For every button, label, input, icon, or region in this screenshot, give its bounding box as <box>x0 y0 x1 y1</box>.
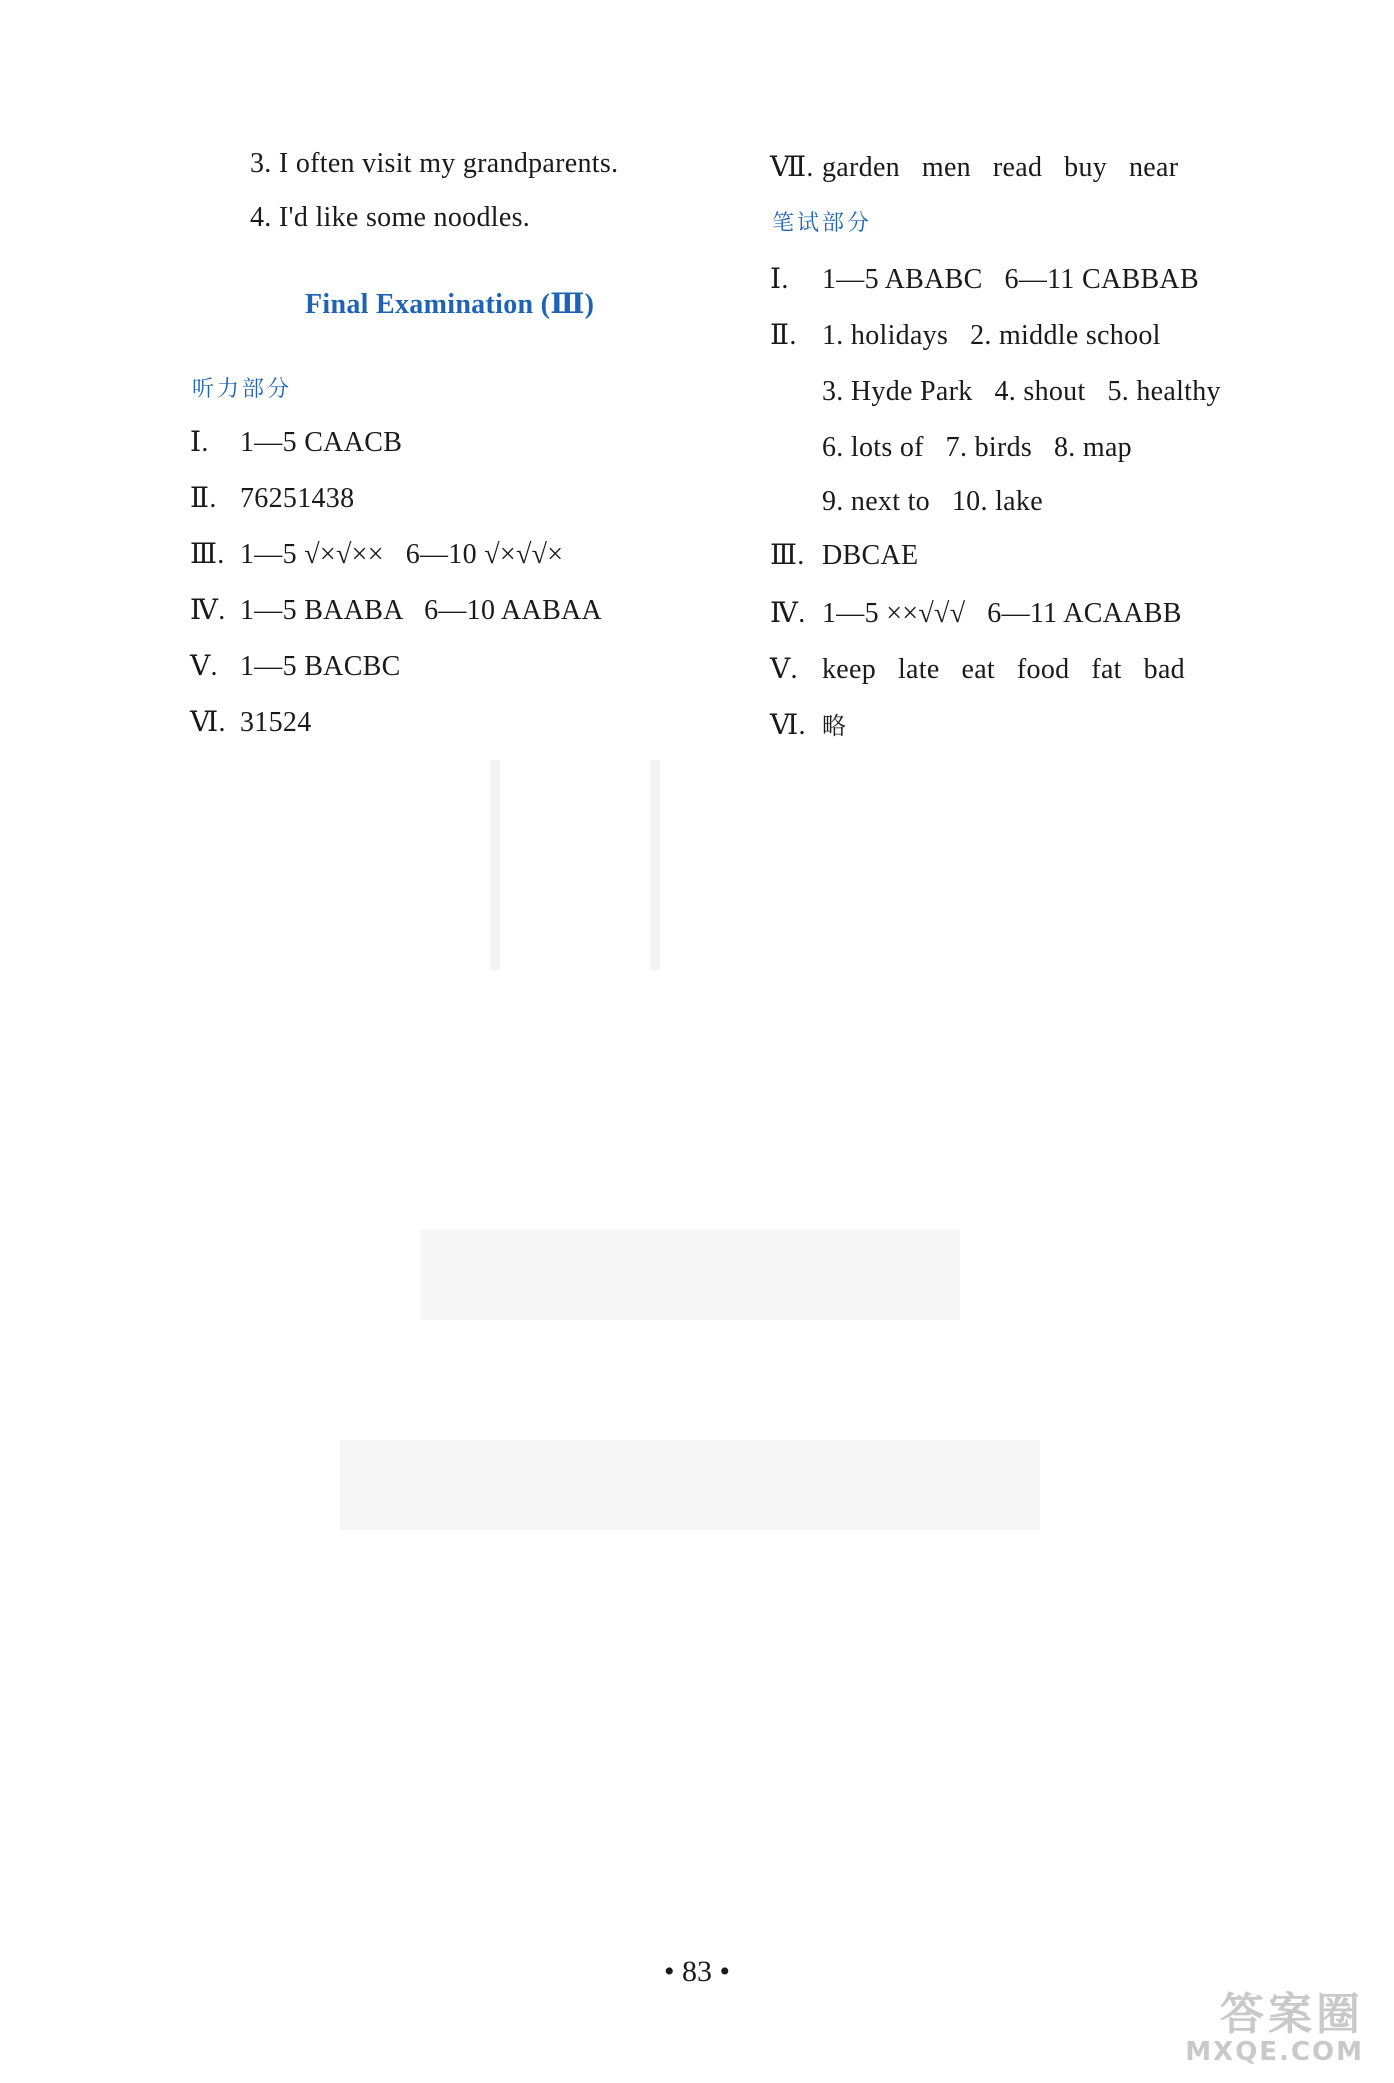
background-show-through <box>420 1230 960 1320</box>
answer-line: 3. I often visit my grandparents. <box>250 148 619 179</box>
answer-line: 4. I'd like some noodles. <box>250 202 531 233</box>
roman-numeral: Ⅱ. <box>190 483 217 514</box>
roman-numeral: Ⅰ. <box>770 264 789 295</box>
roman-numeral: Ⅰ. <box>190 427 209 458</box>
page-number: • 83 • <box>663 1955 730 1988</box>
roman-numeral: Ⅳ. <box>770 598 806 629</box>
answer-row <box>190 535 563 575</box>
answer-row <box>770 650 1185 690</box>
roman-numeral: Ⅲ. <box>190 539 225 570</box>
answer-row <box>190 647 401 687</box>
background-show-through <box>490 760 660 970</box>
answer-text: DBCAE <box>822 540 919 571</box>
roman-numeral: Ⅳ. <box>190 595 226 626</box>
answer-row <box>190 423 402 463</box>
answer-text: keep late eat food fat bad <box>822 654 1185 685</box>
answer-text: 1—5 √×√×× 6—10 √×√√× <box>240 539 564 570</box>
listening-section-heading: 听力部分 <box>192 377 293 402</box>
answer-text: 6. lots of 7. birds 8. map <box>822 432 1132 463</box>
roman-numeral: Ⅶ. <box>770 152 814 183</box>
answer-row <box>770 482 1043 522</box>
exam-title: Final Examination (Ⅲ) <box>305 289 595 320</box>
answer-text: 略 <box>822 712 847 740</box>
answer-row <box>770 428 1132 468</box>
answer-text: 1—5 ABABC 6—11 CABBAB <box>822 264 1199 295</box>
roman-numeral: Ⅵ. <box>770 710 806 741</box>
answer-text: 1—5 CAACB <box>240 427 403 458</box>
answer-text: 1—5 BAABA 6—10 AABAA <box>240 595 603 626</box>
watermark-logo <box>1185 1989 1364 2067</box>
watermark-url: MXQE.COM <box>1185 2037 1364 2067</box>
answer-row <box>770 594 1182 634</box>
answer-text: 1—5 BACBC <box>240 651 401 682</box>
answer-row <box>770 372 1221 412</box>
background-show-through <box>340 1440 1040 1530</box>
answer-text: 3. Hyde Park 4. shout 5. healthy <box>822 376 1221 407</box>
roman-numeral: Ⅴ. <box>190 651 218 682</box>
answer-row <box>770 260 1199 300</box>
roman-numeral: Ⅵ. <box>190 707 226 738</box>
answer-row <box>190 591 602 631</box>
answer-text: garden men read buy near <box>822 152 1179 183</box>
roman-numeral: Ⅱ. <box>770 320 797 351</box>
answer-row <box>190 479 354 519</box>
answer-text: 31524 <box>240 707 312 738</box>
answer-text: 1—5 ××√√√ 6—11 ACAABB <box>822 598 1182 629</box>
answer-row <box>190 703 312 743</box>
watermark-text: 答案圈 <box>1220 1989 1364 2040</box>
answer-text: 76251438 <box>240 483 355 514</box>
answer-row <box>770 536 918 576</box>
written-section-heading: 笔试部分 <box>772 211 873 236</box>
answer-row <box>770 706 846 746</box>
answer-row <box>770 148 1178 188</box>
roman-numeral: Ⅴ. <box>770 654 798 685</box>
answer-row <box>770 316 1161 356</box>
answer-text: 1. holidays 2. middle school <box>822 320 1161 351</box>
answer-text: 9. next to 10. lake <box>822 486 1043 517</box>
roman-numeral: Ⅲ. <box>770 540 805 571</box>
